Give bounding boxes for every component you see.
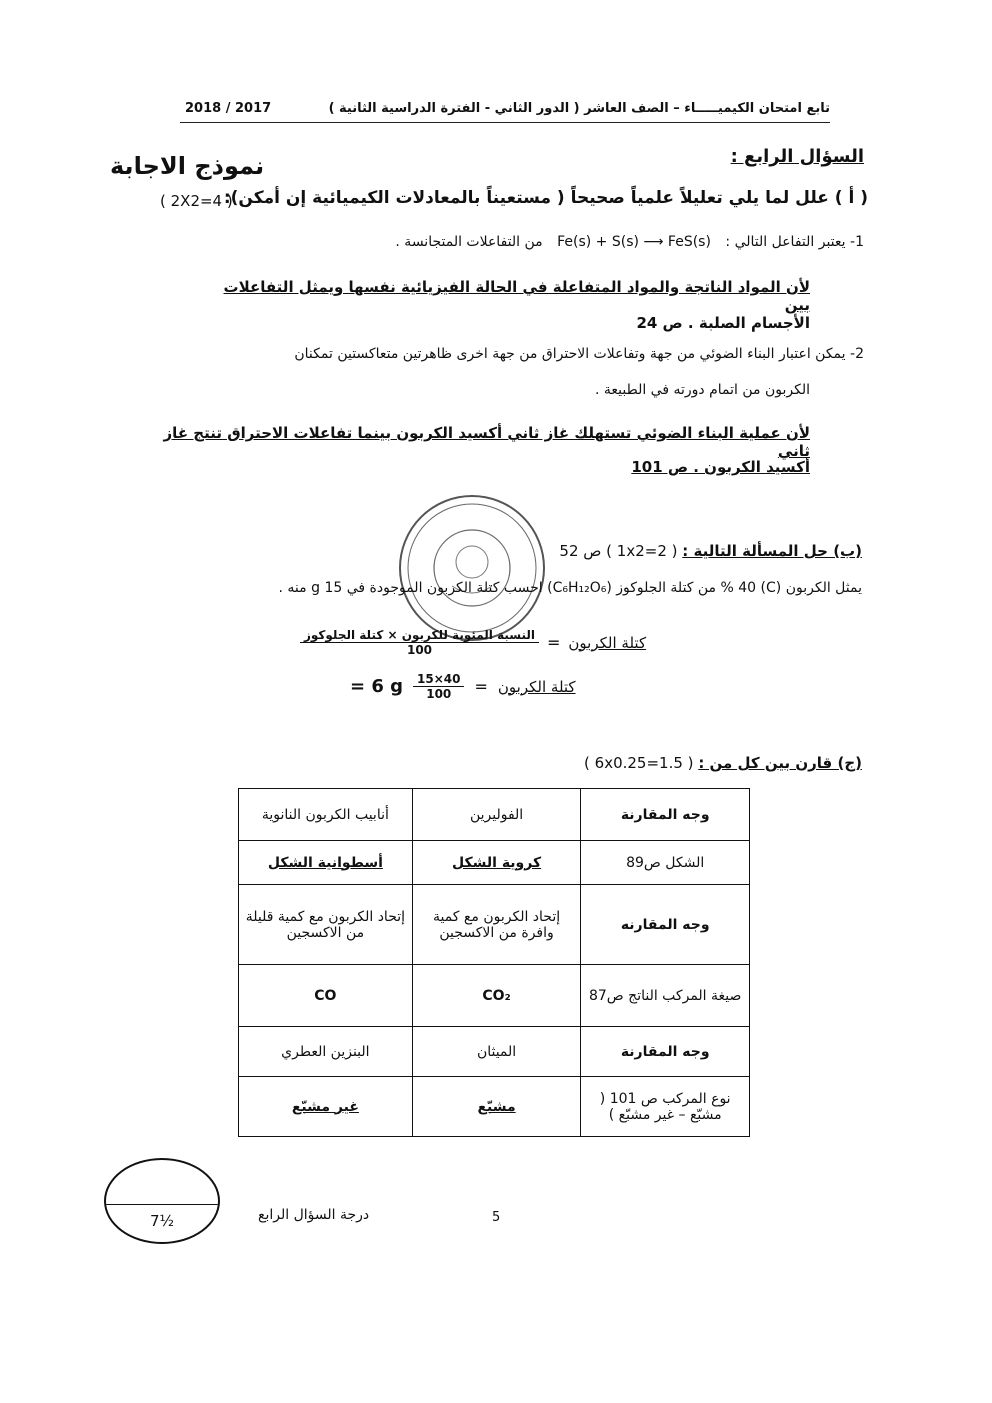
item-1-answer-line2: الأجسام الصلبة . ص 24 [636,314,810,332]
answer-model-label: نموذج الاجابة [110,152,265,180]
part-c-marks: ( 6x0.25=1.5 ) [584,754,694,772]
item-2-number: 2- [850,346,864,362]
question-title: السؤال الرابع : [730,146,864,167]
item-2-question-line1 [164,346,864,362]
table-cell: كروية الشكل [412,841,581,885]
table-cell: الفوليرين [412,789,581,841]
item-1-text-after: من التفاعلات المتجانسة . [395,234,543,250]
table-row [239,965,750,1027]
part-a-marks: ( 2X2=4 ) [160,192,233,210]
score-label: درجة السؤال الرابع [258,1207,370,1223]
formula-denominator: 100 [406,643,433,657]
calc-fraction [413,672,464,701]
calc-numerator: 15×40 [413,672,464,687]
table-row [239,789,750,841]
table-cell: وجه المقارنة [581,789,750,841]
page-number: 5 [492,1210,501,1225]
formula-lhs: كتلة الكربون [568,633,647,652]
table-row [239,1077,750,1137]
formula-fraction [300,628,539,657]
score-value: 7½ [149,1212,175,1230]
formula-numerator: النسبة المئوية للكربون × كتلة الجلوكوز [300,628,539,643]
item-2-answer-line1: لأن عملية البناء الضوئي تستهلك غاز ثاني أكسيد الكربون بينما تفاعلات الاحتراق تنتج غاز ثاني [163,424,810,460]
part-c-title: (ج) قارن بين كل من : [698,754,862,772]
table-row [239,885,750,965]
part-a-title: ( أ ) علل لما يلي تعليلاً علمياً صحيحاً ( مستعيناً بالمعادلات الكيميائية إن أمكن): [223,188,868,208]
part-b-marks: ( 1x2=2 ) ص 52 [559,542,678,560]
item-1-answer-line1: لأن المواد الناتجة والمواد المتفاعلة في الحالة الفيزيائية نفسها ويمثل التفاعلات بين [223,278,810,314]
calc-result: = 6 g [350,676,404,697]
table-cell: CO [239,965,413,1027]
calc-denominator: 100 [426,687,452,701]
part-b-heading [559,542,862,560]
table-cell: CO₂ [412,965,581,1027]
table-cell: وجه المقارنة [581,1027,750,1077]
header-divider [180,122,830,123]
table-cell: أنابيب الكربون النانوية [239,789,413,841]
table-cell: إتحاد الكربون مع كمية وافرة من الاكسجين [412,885,581,965]
formula-row-2: = 6 g $\frac{15\times 40}{100}$ = كتلة الكربون [350,672,576,701]
formula-row-1: $\frac{\text{النسبة المئوية للكربون × كتلة الجلوكوز}}{100}$ = كتلة الكربون [300,628,646,657]
table-cell: مشبّع [412,1077,581,1137]
item-1-equation: Fe(s) + S(s) ⟶ FeS(s) [557,234,711,250]
table-cell: صيغة المركب الناتج ص87 [581,965,750,1027]
table-cell: الميثان [412,1027,581,1077]
calc-lhs: كتلة الكربون [497,677,576,696]
exam-year: 2018 / 2017 [185,101,272,116]
table-row [239,1027,750,1077]
table-cell: إتحاد الكربون مع كمية قليلة من الاكسجين [239,885,413,965]
item-2-text-line1: يمكن اعتبار البناء الضوئي من جهة وتفاعلات الاحتراق من جهة اخرى ظاهرتين متعاكستين تمكنان [294,346,846,362]
part-b-title: (ب) حل المسألة التالية : [682,542,862,560]
table-cell: البنزين العطري [239,1027,413,1077]
item-1-question [264,234,864,250]
exam-header-title: تابع امتحان الكيميـــــاء – الصف العاشر ( الدور الثاني - الفترة الدراسية الثانية ) [328,101,830,116]
part-c-heading [584,754,862,772]
table-row [239,841,750,885]
table-cell: غير مشبّع [239,1077,413,1137]
item-2-question-line2: الكربون من اتمام دورته في الطبيعة . [594,382,810,398]
item-1-number: 1- [850,234,864,250]
table-cell: وجه المقارنه [581,885,750,965]
table-cell: نوع المركب ص 101 ( مشبّع – غير مشبّع ) [581,1077,750,1137]
table-cell: الشكل ص89 [581,841,750,885]
comparison-table [238,788,750,1137]
table-cell: أسطوانية الشكل [239,841,413,885]
official-stamp-icon [394,490,550,646]
score-circle [104,1158,220,1244]
item-2-answer-line2: أكسيد الكربون . ص 101 [631,458,810,476]
item-1-text-before: يعتبر التفاعل التالي : [725,234,846,250]
part-b-problem: يمثل الكربون (C) 40 % من كتلة الجلوكوز (C₆H₁₂O₆) احسب كتلة الكربون الموجودة في 15 g منه . [278,580,862,596]
